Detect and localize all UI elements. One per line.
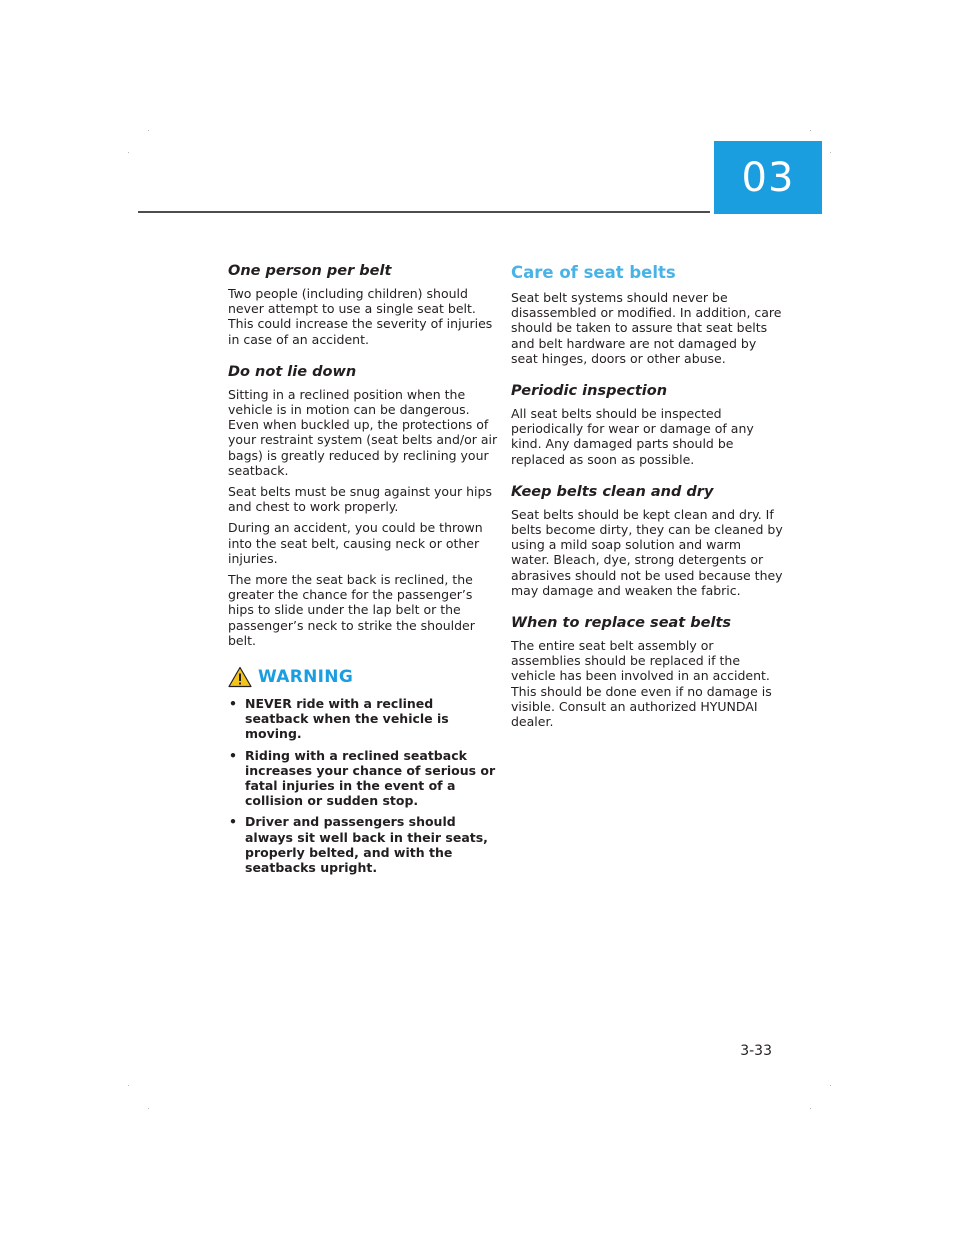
- paragraph: Seat belts must be snug against your hips and chest to work properly.: [228, 484, 492, 515]
- subheading: Keep belts clean and dry: [511, 483, 714, 500]
- paragraph: All seat belts should be inspected periodically for wear or damage of any kind. Any damaged parts should be replaced as soon as possible.: [511, 406, 754, 467]
- warning-list: [228, 696, 500, 875]
- paragraph: Seat belts should be kept clean and dry. If belts become dirty, they can be cleaned by using a mild soap solution and warm water. Bleach, dye, strong detergents or abrasives should not be used because they may damage and weaken the fabric.: [511, 506, 783, 598]
- section-title: Care of seat belts: [511, 263, 676, 282]
- warning-title: WARNING: [258, 667, 354, 688]
- crop-mark: [810, 1108, 811, 1109]
- right-column: [511, 262, 783, 735]
- paragraph: The entire seat belt assembly or assemblies should be replaced if the vehicle has been involved in an accident. This should be done even if no damage is visible. Consult an authorized HYUNDAI dealer.: [511, 638, 772, 730]
- chapter-number: 03: [741, 154, 795, 201]
- paragraph: Sitting in a reclined position when the vehicle is in motion can be dangerous. Even when buckled up, the protections of your restraint system (seat belts and/or air bags) is greatly reduced by reclining your seatback.: [228, 386, 498, 478]
- page-number: 3-33: [740, 1043, 772, 1059]
- warning-triangle-icon: [228, 666, 252, 688]
- crop-mark: [810, 130, 811, 131]
- warning-text: Riding with a reclined seatback increases your chance of serious or fatal injuries in the event of a collision or sudden stop.: [245, 747, 496, 809]
- section-one-person: [228, 262, 500, 347]
- subheading: Do not lie down: [228, 363, 357, 380]
- section-keep-belts-clean: [511, 483, 783, 598]
- left-column: [228, 262, 500, 881]
- section-replace-seat-belts: [511, 614, 783, 729]
- list-item: • Driver and passengers should always sit well back in their seats, properly belted, and with the seatbacks upright.: [229, 814, 488, 876]
- subheading: When to replace seat belts: [511, 615, 732, 632]
- paragraph: During an accident, you could be thrown into the seat belt, causing neck or other injuries.: [228, 520, 483, 566]
- section-periodic-inspection: [511, 382, 783, 467]
- paragraph: Two people (including children) should never attempt to use a single seat belt. This could increase the severity of injuries in case of an accident.: [228, 286, 493, 347]
- crop-mark: [128, 152, 129, 153]
- warning-box: [228, 666, 500, 875]
- list-item: • Riding with a reclined seatback increases your chance of serious or fatal injuries in the event of a collision or sudden stop.: [229, 747, 496, 809]
- warning-text: NEVER ride with a reclined seatback when the vehicle is moving.: [245, 696, 449, 742]
- header-rule: [138, 211, 710, 213]
- paragraph: Seat belt systems should never be disassembled or modified. In addition, care should be taken to assure that seat belts and belt hardware are not damaged by seat hinges, doors or other abuse.: [511, 290, 782, 366]
- section-do-not-lie-down: [228, 363, 500, 648]
- paragraph: The more the seat back is reclined, the greater the chance for the passenger’s hips to slide under the lap belt or the passenger’s neck to strike the shoulder belt.: [228, 572, 475, 648]
- crop-mark: [148, 130, 149, 131]
- crop-mark: [148, 1108, 149, 1109]
- chapter-tab: [714, 141, 822, 214]
- crop-mark: [128, 1085, 129, 1086]
- crop-mark: [830, 1085, 831, 1086]
- crop-mark: [830, 152, 831, 153]
- warning-header: [228, 666, 500, 688]
- subheading: One person per belt: [228, 263, 392, 279]
- list-item: • NEVER ride with a reclined seatback when the vehicle is moving.: [229, 696, 449, 742]
- subheading: Periodic inspection: [511, 383, 668, 400]
- warning-text: Driver and passengers should always sit well back in their seats, properly belted, and with the seatbacks upright.: [245, 814, 488, 876]
